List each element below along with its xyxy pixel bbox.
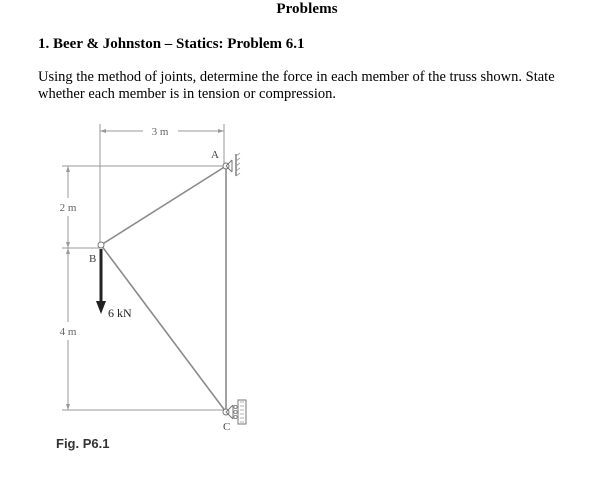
arrowhead bbox=[66, 404, 70, 410]
joint-c-label: C bbox=[223, 421, 231, 433]
problem-statement: Using the method of joints, determine the force in each member of the truss shown. State whether each member is in tension or compression. bbox=[38, 69, 555, 102]
roller bbox=[234, 410, 237, 413]
page-heading: Problems bbox=[276, 1, 338, 17]
arrowhead bbox=[218, 129, 224, 133]
load-arrowhead bbox=[96, 301, 106, 314]
dimension-3m-label: 3 m bbox=[151, 126, 169, 138]
wall-c bbox=[238, 400, 246, 424]
joint-a-label: A bbox=[211, 149, 219, 161]
truss-members bbox=[101, 166, 226, 412]
load-arrow bbox=[96, 249, 106, 314]
dimension-2m-label: 2 m bbox=[59, 202, 77, 214]
member-ab bbox=[101, 166, 226, 245]
dimension-arrowheads bbox=[66, 129, 224, 410]
arrowhead bbox=[66, 166, 70, 172]
joint-b bbox=[98, 242, 104, 248]
dimension-lines bbox=[59, 124, 224, 410]
member-bc bbox=[101, 245, 226, 412]
arrowhead bbox=[66, 248, 70, 254]
roller bbox=[234, 415, 237, 418]
dimension-4m-label: 4 m bbox=[59, 326, 77, 338]
figure-caption: Fig. P6.1 bbox=[56, 436, 110, 451]
arrowhead bbox=[100, 129, 106, 133]
problem-title: 1. Beer & Johnston – Statics: Problem 6.1 bbox=[38, 36, 305, 52]
wall-c-hatch bbox=[240, 402, 244, 422]
load-label: 6 kN bbox=[108, 306, 132, 320]
roller bbox=[234, 405, 237, 408]
joint-b-label: B bbox=[89, 253, 97, 265]
arrowhead bbox=[66, 242, 70, 248]
